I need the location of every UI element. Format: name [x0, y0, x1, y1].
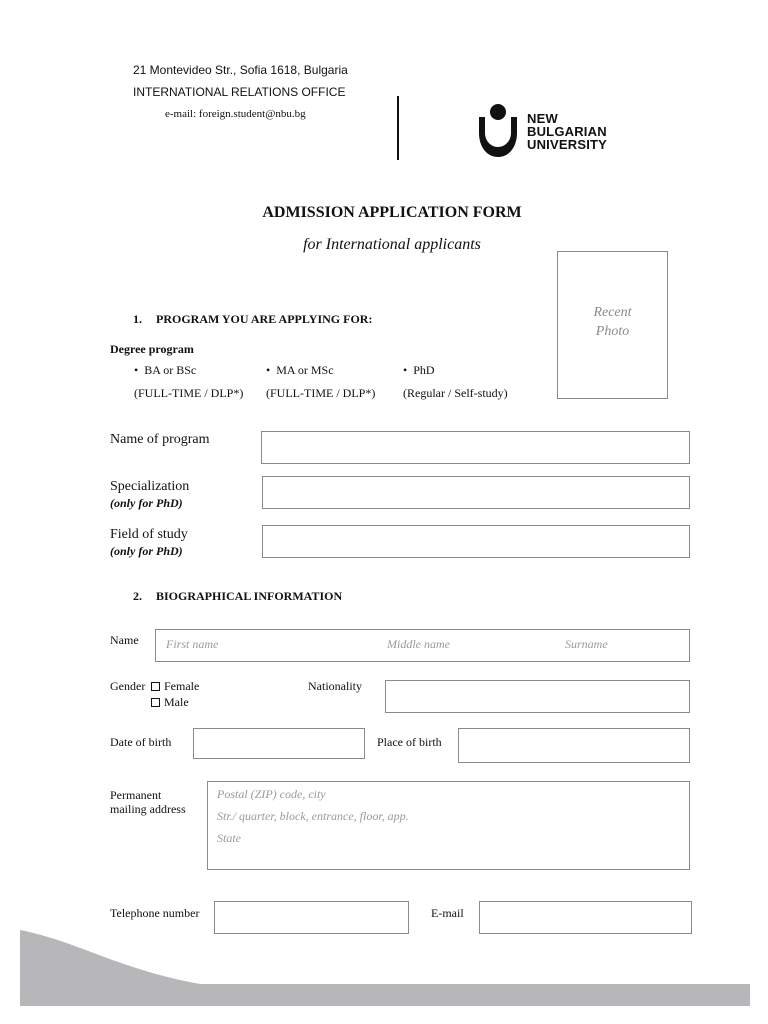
header-office: INTERNATIONAL RELATIONS OFFICE [133, 85, 346, 99]
university-logo [477, 103, 627, 161]
field-of-study-label [110, 527, 188, 559]
first-name-placeholder: First name [166, 637, 219, 651]
telephone-label: Telephone number [110, 906, 200, 920]
address-label-line2: mailing address [110, 802, 186, 816]
field-of-study-field[interactable] [262, 525, 690, 558]
section2-heading: BIOGRAPHICAL INFORMATION [156, 589, 343, 603]
gender-male-option[interactable] [151, 695, 189, 710]
specialization-field[interactable] [262, 476, 690, 509]
photo-label-line2: Photo [595, 324, 630, 339]
date-of-birth-field[interactable] [193, 728, 365, 759]
surname-placeholder: Surname [565, 637, 608, 651]
male-checkbox[interactable] [151, 698, 160, 707]
photo-label-line1: Recent [593, 305, 632, 320]
program-name-field[interactable] [261, 431, 690, 464]
header-address: 21 Montevideo Str., Sofia 1618, Bulgaria [133, 63, 348, 77]
address-field[interactable] [207, 781, 690, 870]
option-phd[interactable]: • PhD [403, 363, 435, 378]
option-ma[interactable]: • MA or MSc [266, 363, 334, 378]
middle-name-placeholder: Middle name [387, 637, 450, 651]
option-phd-note: (Regular / Self-study) [403, 386, 508, 400]
nationality-field[interactable] [385, 680, 690, 713]
logo-text-line2: BULGARIAN [527, 124, 607, 139]
field-of-study-note: (only for PhD) [110, 544, 183, 558]
male-label: Male [164, 695, 189, 709]
option-ba-note: (FULL-TIME / DLP*) [134, 386, 244, 400]
field-of-study-label-text: Field of study [110, 527, 188, 542]
gender-label: Gender [110, 679, 146, 693]
female-checkbox[interactable] [151, 682, 160, 691]
place-of-birth-field[interactable] [458, 728, 690, 763]
place-of-birth-label: Place of birth [377, 735, 442, 749]
name-label: Name [110, 633, 139, 647]
program-name-label: Name of program [110, 432, 210, 447]
photo-box[interactable] [557, 251, 668, 399]
specialization-note: (only for PhD) [110, 496, 183, 510]
nationality-label: Nationality [308, 679, 362, 693]
header-divider [397, 96, 399, 160]
logo-mark-icon [477, 103, 519, 159]
logo-text-line3: UNIVERSITY [527, 137, 608, 152]
degree-program-label: Degree program [110, 342, 194, 356]
address-label-line1: Permanent [110, 788, 162, 802]
footer-decoration [0, 930, 768, 1020]
header-email: e-mail: foreign.student@nbu.bg [165, 108, 306, 120]
address-placeholder-line2: Str./ quarter, block, entrance, floor, app. [217, 809, 409, 823]
email-label: E-mail [431, 906, 464, 920]
name-field[interactable] [155, 629, 690, 662]
specialization-label [110, 479, 189, 511]
date-of-birth-label: Date of birth [110, 735, 172, 749]
form-subtitle: for International applicants [303, 236, 481, 253]
address-placeholder-line3: State [217, 831, 241, 845]
specialization-label-text: Specialization [110, 479, 190, 494]
option-ma-note: (FULL-TIME / DLP*) [266, 386, 376, 400]
section1-number: 1. [133, 312, 142, 326]
option-ba[interactable]: • BA or BSc [134, 363, 196, 378]
logo-text-line1: NEW [527, 111, 558, 126]
section2-number: 2. [133, 589, 142, 603]
form-title: ADMISSION APPLICATION FORM [262, 204, 522, 221]
gender-female-option[interactable] [151, 679, 199, 694]
address-placeholder-line1: Postal (ZIP) code, city [217, 787, 326, 801]
section1-heading: PROGRAM YOU ARE APPLYING FOR: [156, 312, 373, 326]
female-label: Female [164, 679, 200, 693]
